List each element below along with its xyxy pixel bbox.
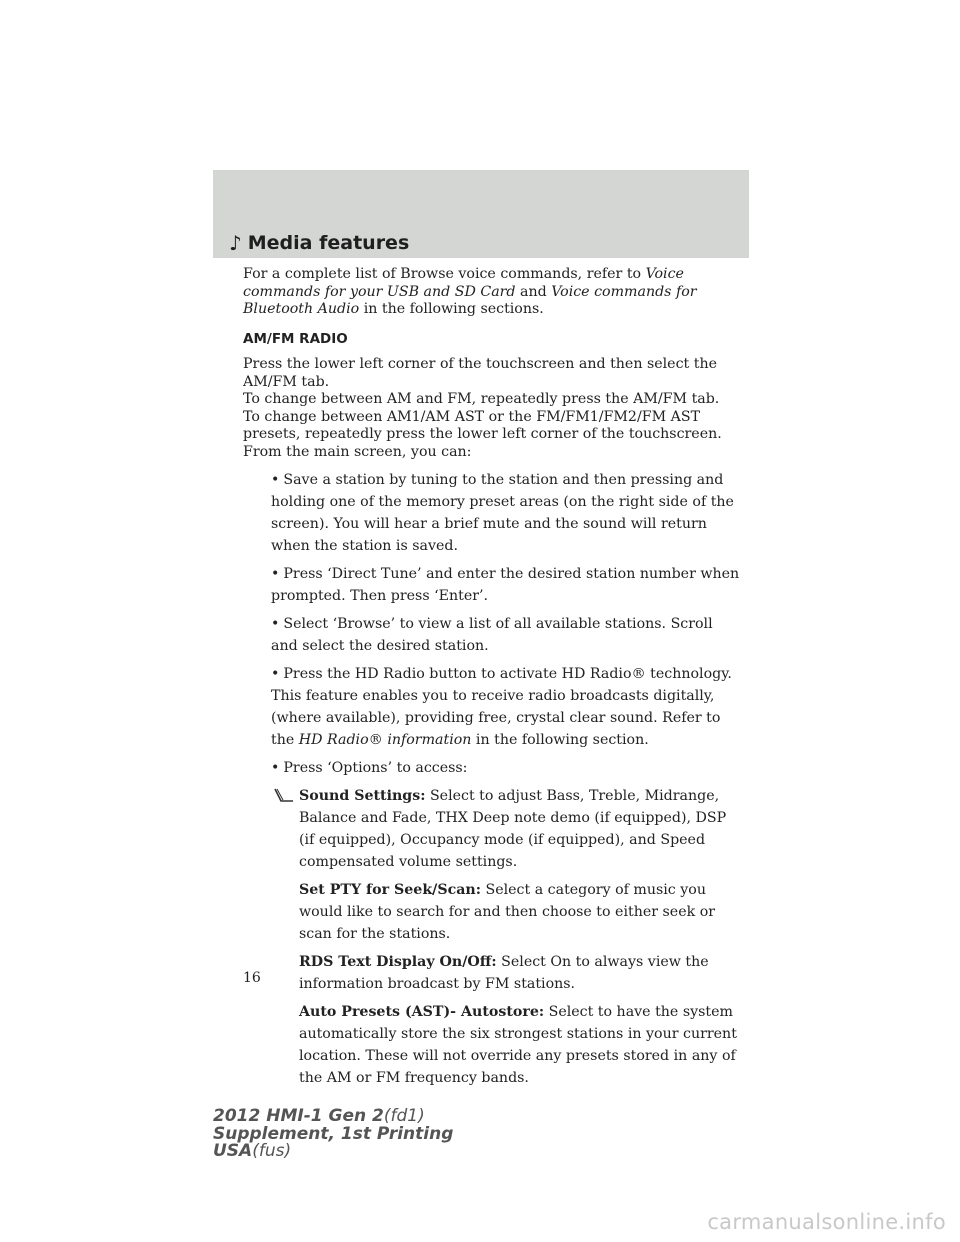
option-text: Select to adjust Bass, Treble, Midrange, Balance and Fade, THX Deep note demo (if equipped), DSP (if equipped), Occupancy mode (if equipped), and Speed compensated volume settings. <box>299 788 727 870</box>
bullet-item <box>271 469 743 557</box>
intro-text-1: For a complete list of Browse voice commands, refer to <box>243 266 646 282</box>
option-item <box>299 879 743 945</box>
watermark: carmanualsonline.info <box>707 1210 946 1234</box>
paragraph: From the main screen, you can: <box>243 443 472 460</box>
option-label: Set PTY for Seek/Scan: <box>299 882 481 898</box>
page-number: 16 <box>243 970 261 986</box>
section-header <box>213 170 749 258</box>
option-label: RDS Text Display On/Off: <box>299 954 497 970</box>
option-item <box>299 951 743 995</box>
bullet-text: Press the HD Radio button to activate HD Radio® technology. This feature enables you to receive radio broadcasts digitally, (where available), providing free, crystal clear sound. Refer to the <box>271 666 732 748</box>
print-footer <box>213 1108 453 1161</box>
intro-paragraph <box>243 266 743 319</box>
pencil-note-icon <box>273 787 295 805</box>
paragraph: To change between AM1/AM AST or the FM/FM1/FM2/FM AST presets, repeatedly press the lower left corner of the touchscreen. <box>243 408 722 442</box>
option-item <box>299 1001 743 1089</box>
paragraph: Press the lower left corner of the touchscreen and then select the AM/FM tab. <box>243 356 717 390</box>
intro-text-3: in the following sections. <box>359 301 544 317</box>
footer-line-3 <box>213 1143 453 1161</box>
footer-region-code: (fus) <box>252 1141 292 1161</box>
option-item <box>299 785 743 873</box>
bullet-item <box>271 613 743 657</box>
bullet-text: Press ‘Options’ to access: <box>283 760 468 776</box>
footer-printing: Supplement, 1st Printing <box>213 1123 454 1144</box>
footer-code: (fd1) <box>383 1106 425 1126</box>
option-text: Select On to always view the information broadcast by FM stations. <box>299 954 709 992</box>
bullet-dot: • <box>271 566 280 582</box>
option-text: Select a category of music you would like to search for and then choose to either seek or scan for the stations. <box>299 882 716 942</box>
footer-region: USA <box>213 1141 253 1161</box>
option-label: Auto Presets (AST)- Autostore: <box>299 1004 545 1020</box>
bullet-dot: • <box>271 472 280 488</box>
bullet-list <box>271 469 743 1089</box>
bullet-item <box>271 563 743 607</box>
intro-reference-2: Voice commands for Bluetooth Audio <box>243 283 697 317</box>
bullet-dot: • <box>271 616 280 632</box>
options-list <box>299 785 743 1089</box>
option-text: Select to have the system automatically store the six strongest stations in your current location. These will not override any presets stored in any of the AM or FM frequency bands. <box>299 1004 737 1086</box>
paragraph: To change between AM and FM, repeatedly press the AM/FM tab. <box>243 391 720 407</box>
hd-radio-reference: HD Radio® information <box>298 732 472 748</box>
section-title <box>229 232 409 254</box>
bullet-text: in the following section. <box>471 732 649 748</box>
bullet-dot: • <box>271 666 280 682</box>
section-title-text: Media features <box>247 232 410 254</box>
bullet-item <box>271 663 743 751</box>
page-content <box>243 266 743 1095</box>
bullet-text: Press ‘Direct Tune’ and enter the desired station number when prompted. Then press ‘Enter’. <box>271 566 740 604</box>
option-label: Sound Settings: <box>299 788 426 804</box>
bullet-dot: • <box>271 760 280 776</box>
bullet-item <box>271 757 743 779</box>
intro-reference-1: Voice commands for your USB and SD Card <box>243 266 684 300</box>
music-note-icon: ♪ <box>229 231 242 255</box>
intro-text-2: and <box>515 283 552 300</box>
bullet-text: Select ‘Browse’ to view a list of all available stations. Scroll and select the desired station. <box>271 616 713 654</box>
footer-edition: 2012 HMI-1 Gen 2 <box>213 1106 384 1126</box>
section-heading: AM/FM RADIO <box>243 330 348 347</box>
bullet-text: Save a station by tuning to the station and then pressing and holding one of the memory preset areas (on the right side of the screen). You will hear a brief mute and the sound will return when the station is saved. <box>271 472 734 554</box>
